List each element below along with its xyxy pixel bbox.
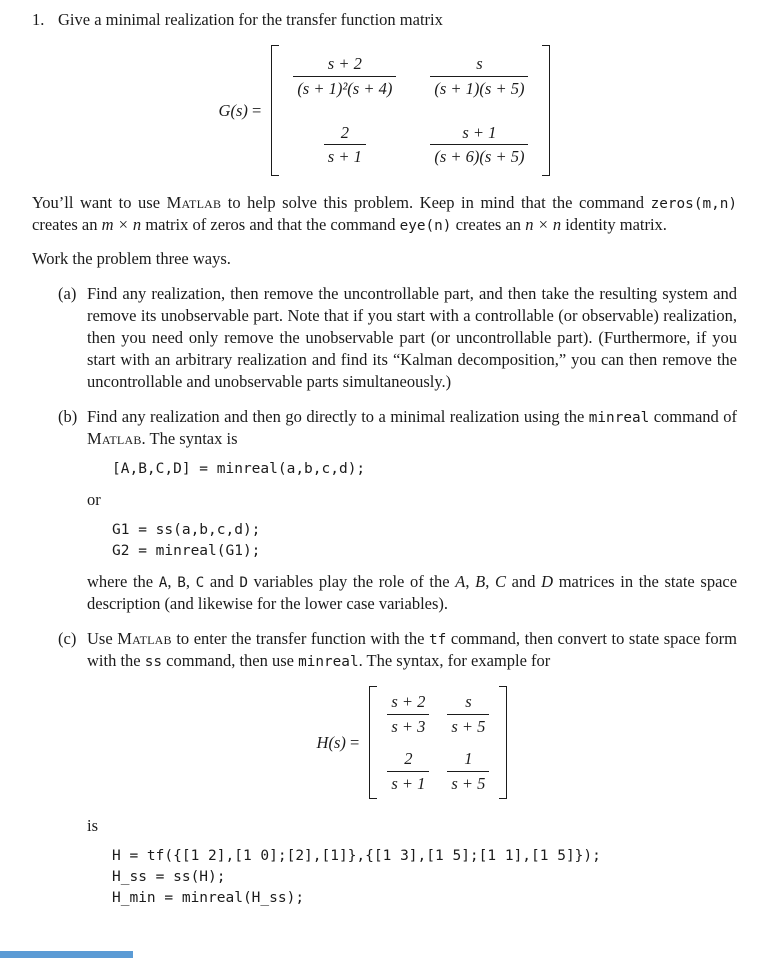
text-segment: Use <box>87 628 118 648</box>
text-segment: Find any realization and then go directly to a minimal realization using the <box>87 406 589 426</box>
minreal-command: minreal <box>298 654 359 671</box>
matrix-A-symbol: A <box>455 571 466 591</box>
numerator: s + 2 <box>327 53 362 73</box>
denominator: (s + 1)(s + 5) <box>430 76 528 99</box>
left-bracket <box>271 45 279 176</box>
numerator: s + 1 <box>462 122 497 142</box>
right-bracket <box>499 686 507 799</box>
item-c-paragraph-1 <box>87 628 737 672</box>
ss-command: ss <box>144 654 163 671</box>
matrix-D-symbol: D <box>541 571 554 591</box>
numerator: 2 <box>340 122 349 142</box>
problem-number: 1. <box>32 10 45 29</box>
zeros-command: zeros(m,n) <box>650 196 737 213</box>
text-segment: command, then convert to state space form with the <box>87 628 737 671</box>
item-a-text: Find any realization, then remove the uncontrollable part, and then take the resulting system and remove its unobservable part. Note that if you start with a controllable (or observable) realization, then you need only remove the unobservable part (or uncontrollable part). (Furthermore, if you start with an arbitrary realization and find its “Kalman decomposition,” you can then remove the uncontrollable and unobservable parts simultaneously.) <box>87 284 737 391</box>
denominator: (s + 6)(s + 5) <box>430 144 528 167</box>
denominator: s + 5 <box>447 771 489 794</box>
item-b-paragraph-1 <box>87 406 737 450</box>
matrix-entry-21 <box>324 123 366 168</box>
equals-sign: = <box>350 732 360 752</box>
text-segment: matrices in the state space description (and likewise for the lower case variables). <box>87 571 738 614</box>
text-segment: creates an <box>451 215 526 235</box>
g-matrix-grid <box>279 45 542 176</box>
code-line: H_min = minreal(H_ss); <box>112 890 305 907</box>
item-b-label: (b) <box>58 406 78 426</box>
code-line: H_ss = ss(H); <box>112 869 226 886</box>
h-symbol: H(s) <box>316 732 346 752</box>
left-bracket <box>369 686 377 799</box>
denominator: s + 1 <box>324 144 366 167</box>
item-b-paragraph-2 <box>87 571 737 615</box>
eye-command: eye(n) <box>399 218 452 235</box>
text-segment: variables play the role of the <box>248 571 456 591</box>
problem-parts-list <box>58 283 737 918</box>
variable-B: B <box>177 574 186 591</box>
problem-title: Give a minimal realization for the transfer function matrix <box>58 10 443 29</box>
text-segment: command of <box>649 406 738 426</box>
h-matrix-grid <box>377 686 499 799</box>
text-segment: and <box>204 571 240 591</box>
text-segment: matrix of zeros and that the command <box>141 215 400 235</box>
work-three-ways-line: Work the problem three ways. <box>32 249 231 269</box>
code-block-ss-minreal <box>112 520 737 562</box>
matrix-entry-11 <box>293 54 396 99</box>
right-bracket <box>542 45 550 176</box>
h-matrix <box>369 686 507 799</box>
text-segment: . The syntax is <box>141 429 238 449</box>
text-segment: identity matrix. <box>561 215 667 235</box>
text-segment: , <box>465 571 476 591</box>
text-segment: to help solve this problem. Keep in mind that the command <box>221 193 651 213</box>
text-segment: and <box>506 571 542 591</box>
matrix-entry-12 <box>447 692 489 737</box>
text-segment: You’ll want to use <box>32 193 167 213</box>
numerator: s <box>465 692 472 712</box>
denominator: s + 3 <box>387 714 429 737</box>
math-expression: n × n <box>525 215 562 235</box>
equals-sign: = <box>252 100 262 120</box>
h-transfer-function-equation <box>87 686 737 799</box>
math-expression: m × n <box>101 215 142 235</box>
text-segment: where the <box>87 571 159 591</box>
code-block-minreal <box>112 459 737 480</box>
matrix-entry-21 <box>387 749 429 794</box>
numerator: 1 <box>464 748 473 768</box>
numerator: s <box>476 53 483 73</box>
matlab-name: Matlab <box>117 628 172 648</box>
variable-A: A <box>158 574 168 591</box>
list-item-c <box>58 628 737 918</box>
matlab-name: Matlab <box>166 193 222 213</box>
item-a-label: (a) <box>58 284 77 304</box>
denominator: s + 5 <box>447 714 489 737</box>
matrix-entry-12 <box>430 54 528 99</box>
item-c-label: (c) <box>58 628 77 648</box>
text-segment: . The syntax, for example for <box>358 651 551 671</box>
text-segment: , <box>167 571 178 591</box>
text-segment: , <box>185 571 196 591</box>
code-line: G1 = ss(a,b,c,d); <box>112 521 261 538</box>
list-item-b <box>58 406 737 615</box>
g-transfer-function-equation <box>32 45 737 176</box>
minreal-command: minreal <box>588 409 650 426</box>
variable-C: C <box>195 574 205 591</box>
is-word: is <box>87 816 99 836</box>
g-symbol: G(s) <box>218 100 248 120</box>
list-item-a <box>58 283 737 393</box>
matrix-entry-22 <box>447 749 489 794</box>
matrix-entry-11 <box>387 692 429 737</box>
intro-paragraph <box>32 192 737 236</box>
matlab-name: Matlab <box>87 429 142 449</box>
numerator: s + 2 <box>391 692 426 712</box>
denominator: s + 1 <box>387 771 429 794</box>
text-segment: command, then use <box>162 651 299 671</box>
g-equation-label <box>219 100 262 122</box>
text-segment: to enter the transfer function with the <box>171 628 429 648</box>
text-segment: creates an <box>32 215 102 235</box>
bottom-blue-strip <box>0 951 133 958</box>
problem-title-row <box>32 9 737 31</box>
denominator: (s + 1)²(s + 4) <box>293 76 396 99</box>
matrix-B-symbol: B <box>475 571 486 591</box>
code-block-tf <box>112 846 737 909</box>
code-line: [A,B,C,D] = minreal(a,b,c,d); <box>112 460 366 477</box>
matrix-entry-22 <box>430 123 528 168</box>
matrix-C-symbol: C <box>494 571 506 591</box>
variable-D: D <box>239 574 249 591</box>
code-line: G2 = minreal(G1); <box>112 542 261 559</box>
numerator: 2 <box>404 748 413 768</box>
g-matrix <box>271 45 550 176</box>
or-word: or <box>87 489 101 509</box>
h-equation-label <box>317 732 360 754</box>
tf-command: tf <box>429 631 447 648</box>
text-segment: , <box>485 571 495 591</box>
code-line: H = tf({[1 2],[1 0];[2],[1]},{[1 3],[1 5];[1 1],[1 5]}); <box>112 848 601 865</box>
